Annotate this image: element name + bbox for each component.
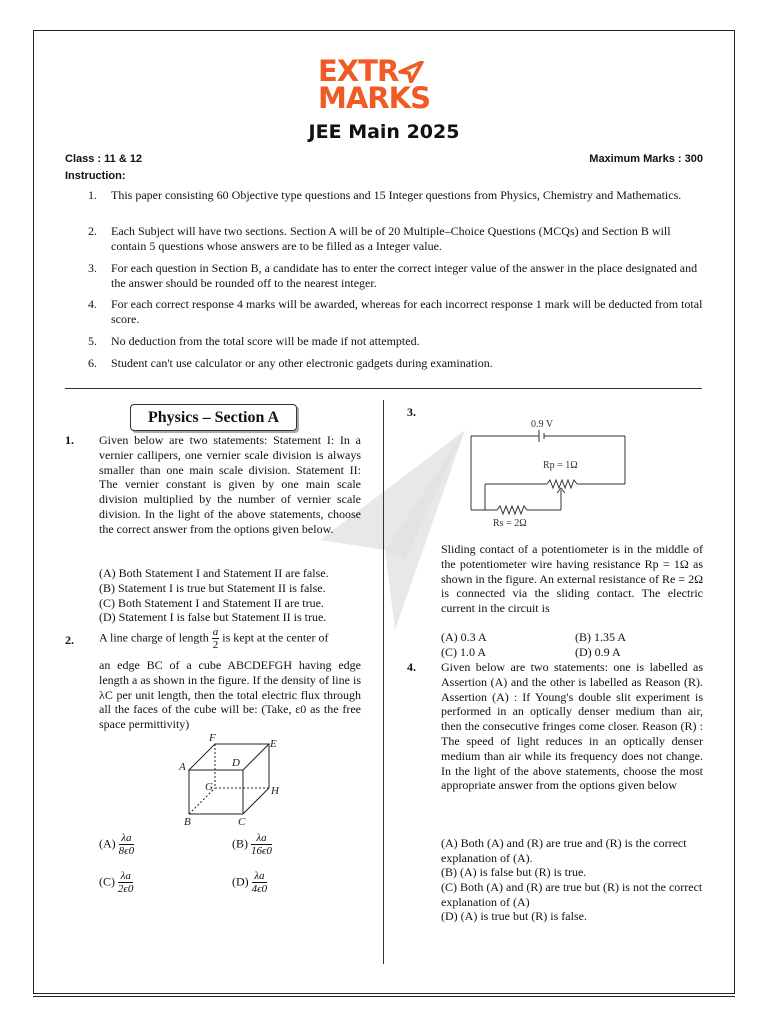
instruction-number: 5. bbox=[88, 334, 97, 348]
q1-option-a: (A) Both Statement I and Statement II are false. bbox=[99, 566, 329, 580]
question-number: 4. bbox=[407, 660, 416, 674]
q4-option-c: (C) Both (A) and (R) are true but (R) is not the correct explanation of (A) bbox=[441, 880, 703, 909]
instruction-text: For each question in Section B, a candidate has to enter the correct integer value of the answer in the place designated and the answer should be rounded off to the nearest integer. bbox=[111, 261, 698, 290]
fraction-denominator: 4ϵ0 bbox=[251, 883, 268, 895]
fraction-numerator: a bbox=[212, 626, 219, 638]
cube-label: B bbox=[184, 816, 191, 827]
q2-option-b bbox=[232, 832, 272, 857]
instruction-number: 2. bbox=[88, 224, 97, 238]
q2-text-b: is kept at the center of bbox=[222, 630, 329, 645]
q1-option-c: (C) Both Statement I and Statement II are true. bbox=[99, 596, 324, 610]
instruction-heading: Instruction: bbox=[65, 170, 126, 182]
q2-fraction bbox=[212, 626, 220, 651]
q2-option-c bbox=[99, 870, 133, 895]
exam-title: JEE Main 2025 bbox=[308, 121, 460, 143]
instruction-item bbox=[88, 297, 703, 327]
cube-label: H bbox=[271, 785, 279, 797]
instruction-number: 4. bbox=[88, 297, 97, 311]
question-2-text: an edge BC of a cube ABCDEFGH having edge length a as shown in the figure. If the density of line is λC per unit length, then the total electric flux through all the faces of the cube will be: (Take, ε0 as the free space permittivity) bbox=[99, 658, 361, 732]
instruction-item bbox=[88, 356, 703, 371]
fraction-denominator: 8ϵ0 bbox=[118, 845, 135, 857]
cube-label: E bbox=[270, 738, 277, 750]
fraction-denominator: 2ϵ0 bbox=[118, 883, 134, 895]
q3-option-a: (A) 0.3 A bbox=[441, 630, 487, 644]
logo-line-1: EXTR bbox=[318, 54, 399, 88]
q2-text-a: A line charge of length bbox=[99, 630, 209, 645]
fraction-denominator: 2 bbox=[212, 639, 219, 651]
instruction-text: This paper consisting 60 Objective type questions and 15 Integer questions from Physics, Chemistry and Mathematics. bbox=[111, 188, 682, 202]
q4-option-d: (D) (A) is true but (R) is false. bbox=[441, 909, 587, 923]
option-fraction bbox=[119, 832, 134, 857]
logo-arrow-icon bbox=[398, 61, 424, 83]
question-1-text: Given below are two statements: Statement I: In a vernier callipers, one vernier scale division is always smaller than one main scale division. Statement II: The vernier constant is given by one main scale division multiplied by the number of vernier scale division. In the light of the above statements, choose the correct answer from the options given below. bbox=[99, 433, 361, 536]
instruction-number: 1. bbox=[88, 188, 97, 202]
separator-line bbox=[65, 388, 702, 389]
section-title: Physics – Section A bbox=[130, 404, 297, 431]
option-label: (A) bbox=[99, 836, 116, 851]
instruction-number: 3. bbox=[88, 261, 97, 275]
circuit-rs-label: Rs = 2Ω bbox=[493, 518, 527, 529]
circuit-voltage-label: 0.9 V bbox=[531, 419, 554, 430]
instruction-text: Student can't use calculator or any other electronic gadgets during examination. bbox=[111, 356, 493, 370]
option-fraction bbox=[251, 832, 272, 857]
q2-option-a bbox=[99, 832, 134, 857]
max-marks: Maximum Marks : 300 bbox=[589, 153, 703, 165]
instruction-item bbox=[88, 334, 703, 349]
q4-option-a: (A) Both (A) and (R) are true and (R) is the correct explanation of (A). bbox=[441, 836, 687, 865]
cube-label: C bbox=[238, 816, 246, 827]
instruction-item bbox=[88, 261, 703, 291]
cube-label: A bbox=[179, 761, 186, 773]
extramarks-logo bbox=[318, 54, 448, 116]
q1-option-d: (D) Statement I is false but Statement II is true. bbox=[99, 610, 327, 624]
question-4-text: Given below are two statements: one is labelled as Assertion (A) and the other is labelled as Reason (R). Assertion (A) : If Young's double slit experiment is performed in an optically denser medium than air, then the consecutive fringes come closer. Reason (R) : The speed of light reduces in an optically denser medium than air while its frequency does not change. In the light of the above statements, choose the most appropriate answer from the options given below bbox=[441, 660, 703, 793]
cube-label: D bbox=[232, 757, 240, 769]
cube-label: F bbox=[209, 732, 216, 744]
page-border-bottom bbox=[33, 996, 735, 997]
option-label: (B) bbox=[232, 836, 248, 851]
cube-figure bbox=[175, 732, 290, 827]
fraction-numerator: λa bbox=[251, 832, 272, 845]
q3-option-c: (C) 1.0 A bbox=[441, 645, 486, 659]
instruction-text: For each correct response 4 marks will be awarded, whereas for each incorrect response 1 mark will be deducted from total score. bbox=[111, 297, 703, 326]
option-fraction bbox=[118, 870, 133, 895]
column-divider bbox=[383, 400, 384, 964]
question-number: 2. bbox=[65, 633, 74, 647]
question-number: 3. bbox=[407, 405, 416, 419]
fraction-numerator: λa bbox=[252, 870, 267, 883]
instruction-text: No deduction from the total score will be made if not attempted. bbox=[111, 334, 420, 348]
option-label: (C) bbox=[99, 874, 115, 889]
potentiometer-circuit bbox=[465, 416, 635, 531]
fraction-denominator: 16ϵ0 bbox=[251, 845, 272, 857]
logo-line-2: MARKS bbox=[318, 81, 430, 115]
fraction-numerator: λa bbox=[118, 870, 133, 883]
q1-option-b: (B) Statement I is true but Statement II is false. bbox=[99, 581, 326, 595]
q3-option-b: (B) 1.35 A bbox=[575, 630, 626, 644]
q4-option-b: (B) (A) is false but (R) is true. bbox=[441, 865, 587, 879]
question-number: 1. bbox=[65, 433, 74, 447]
instruction-text: Each Subject will have two sections. Section A will be of 20 Multiple–Choice Questions (MCQs) and Section B will contain 5 questions whose answers are to be filled as a Integer value. bbox=[111, 224, 671, 253]
class-label: Class : 11 & 12 bbox=[65, 153, 143, 165]
instruction-number: 6. bbox=[88, 356, 97, 370]
instruction-item bbox=[88, 224, 703, 254]
q2-option-d bbox=[232, 870, 267, 895]
question-3-text: Sliding contact of a potentiometer is in the middle of the potentiometer wire having resistance Rp = 1Ω as shown in the figure. An external resistance of Re = 2Ω is connected via the sliding contact. The electric current in the circuit is bbox=[441, 542, 703, 616]
q3-option-d: (D) 0.9 A bbox=[575, 645, 621, 659]
option-fraction bbox=[252, 870, 267, 895]
option-label: (D) bbox=[232, 874, 249, 889]
cube-label: G bbox=[205, 781, 213, 793]
instruction-item bbox=[88, 188, 703, 203]
fraction-numerator: λa bbox=[119, 832, 134, 845]
question-2-line1 bbox=[99, 626, 364, 651]
circuit-rp-label: Rp = 1Ω bbox=[543, 460, 578, 471]
